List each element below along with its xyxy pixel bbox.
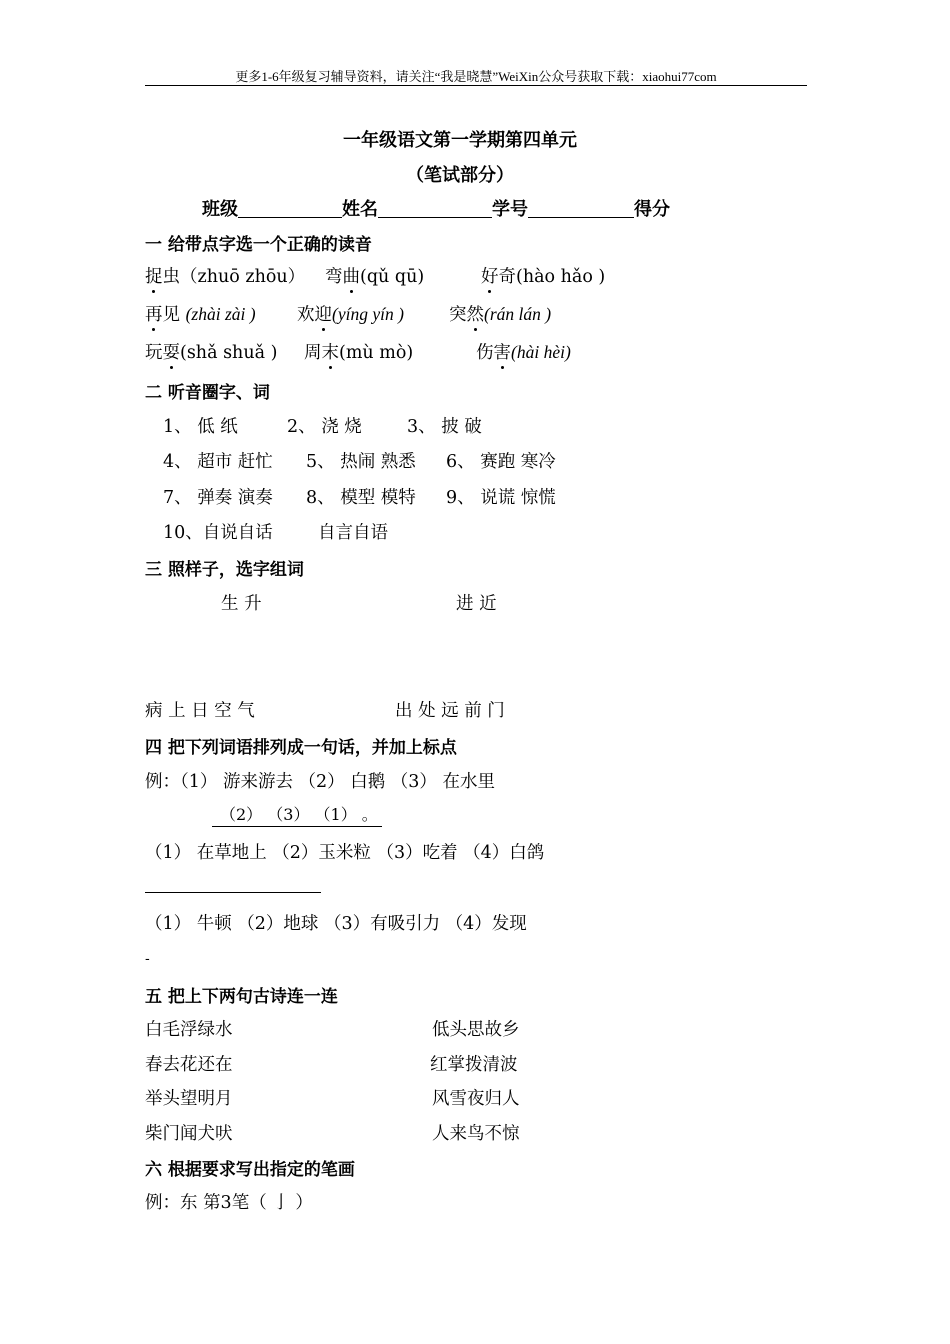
pinyin-item: 玩耍(shǎ shuǎ ) — [145, 339, 277, 364]
answer-blank[interactable] — [145, 892, 321, 893]
pinyin-item: 好奇(hào hǎo ) — [481, 263, 605, 288]
header-rule — [145, 85, 807, 86]
list-item: 5、 热闹 熟悉 — [306, 452, 416, 472]
list-item: 6、 赛跑 寒冷 — [446, 452, 556, 472]
section-2-heading: 二 听音圈字、词 — [145, 383, 270, 403]
answer-blank[interactable]: - — [145, 951, 150, 967]
pinyin-item: 弯曲(qǔ qū) — [325, 263, 424, 288]
dotted-char: 迎 — [315, 301, 333, 326]
class-blank[interactable] — [238, 199, 342, 218]
dotted-char: 耍 — [163, 339, 181, 364]
list-item: 7、 弹奏 演奏 — [163, 488, 273, 508]
dotted-char: 害 — [494, 339, 512, 364]
question-line: （1） 牛顿 （2）地球 （3）有吸引力 （4）发现 — [145, 914, 527, 934]
pinyin-item: 再见 (zhài zài ) — [145, 301, 256, 326]
poem-line-left: 春去花还在 — [145, 1055, 233, 1075]
dotted-char: 再 — [145, 301, 163, 326]
student-info-row — [202, 195, 670, 221]
pinyin-item: 突然(rán lán ) — [449, 301, 551, 326]
page-title: 一年级语文第一学期第四单元 — [343, 130, 577, 151]
pinyin-item: 周末(mù mò) — [304, 339, 413, 364]
example-line: 例：东 第3笔（ 亅 ） — [145, 1193, 313, 1213]
section-5-heading: 五 把上下两句古诗连一连 — [145, 987, 338, 1007]
poem-line-left: 白毛浮绿水 — [145, 1020, 233, 1040]
dotted-char: 然 — [467, 301, 485, 326]
list-item: 8、 模型 模特 — [306, 488, 416, 508]
number-label: 学号 — [492, 199, 528, 220]
dotted-char: 末 — [322, 339, 340, 364]
list-item: 2、 浇 烧 — [287, 417, 362, 437]
name-label: 姓名 — [342, 199, 378, 220]
poem-line-right: 低头思故乡 — [432, 1020, 520, 1040]
dotted-char: 曲 — [343, 263, 361, 288]
poem-line-right: 红掌拨清波 — [430, 1055, 518, 1075]
pinyin-item: 捉虫（zhuō zhōu） — [145, 263, 305, 288]
name-blank[interactable] — [378, 199, 492, 218]
question-line: （1） 在草地上 （2）玉米粒 （3）吃着 （4）白鸽 — [145, 843, 545, 863]
poem-line-right: 风雪夜归人 — [432, 1089, 520, 1109]
score-label: 得分 — [634, 199, 670, 220]
list-item: 4、 超市 赶忙 — [163, 452, 273, 472]
pinyin-item: 欢迎(yíng yín ) — [297, 301, 404, 326]
pinyin-item: 伤害(hài hèi) — [476, 339, 571, 364]
example-answer: （2） （3） （1） 。 — [212, 802, 382, 825]
section-4-heading: 四 把下列词语排列成一句话，并加上标点 — [145, 738, 457, 758]
list-item: 自言自语 — [318, 523, 388, 543]
section-3-heading: 三 照样子，选字组词 — [145, 560, 304, 580]
header-notice: 更多1-6年级复习辅导资料，请关注“我是晓慧”WeiXin公众号获取下载：xiaohui77com — [235, 69, 717, 84]
word-choices: 病 上 日 空 气 — [145, 701, 255, 721]
dotted-char: 捉 — [145, 263, 163, 288]
section-1-heading: 一 给带点字选一个正确的读音 — [145, 235, 372, 255]
char-pair: 生 升 — [221, 594, 262, 614]
class-label: 班级 — [202, 199, 238, 220]
list-item: 10、自说自话 — [163, 523, 273, 543]
number-blank[interactable] — [528, 199, 634, 218]
poem-line-left: 柴门闻犬吠 — [145, 1124, 233, 1144]
example-line: 例：（1） 游来游去 （2） 白鹅 （3） 在水里 — [145, 772, 495, 792]
list-item: 9、 说谎 惊慌 — [446, 488, 556, 508]
page-subtitle: （笔试部分） — [406, 165, 514, 186]
list-item: 1、 低 纸 — [163, 417, 238, 437]
list-item: 3、 披 破 — [407, 417, 482, 437]
poem-line-right: 人来鸟不惊 — [432, 1124, 520, 1144]
section-6-heading: 六 根据要求写出指定的笔画 — [145, 1160, 355, 1180]
dotted-char: 好 — [481, 263, 499, 288]
poem-line-left: 举头望明月 — [145, 1089, 233, 1109]
char-pair: 进 近 — [456, 594, 497, 614]
word-choices: 出 处 远 前 门 — [395, 701, 505, 721]
